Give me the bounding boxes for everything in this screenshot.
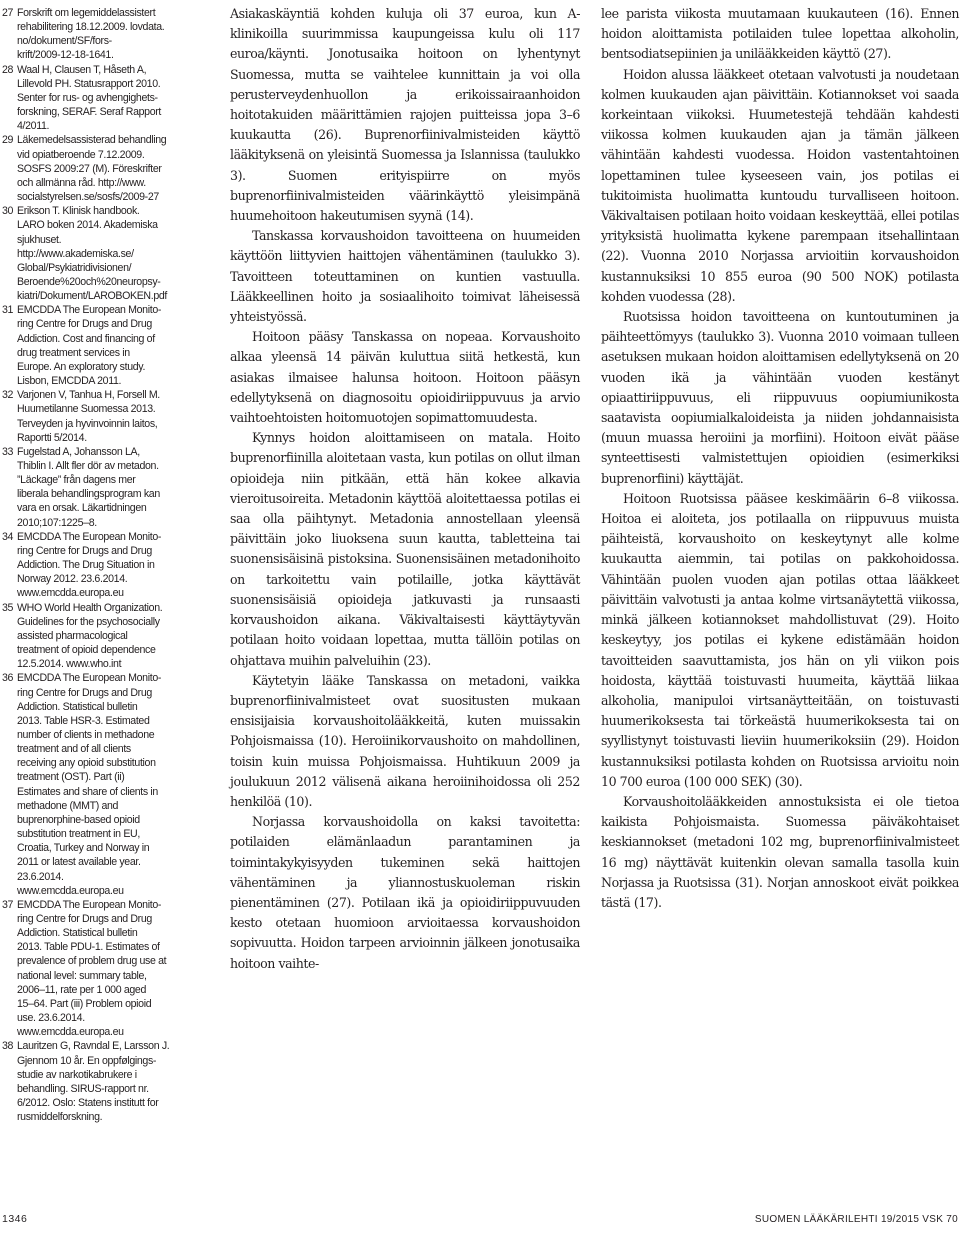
journal-issue: SUOMEN LÄÄKÄRILEHTI 19/2015 VSK 70 — [754, 1214, 958, 1225]
paragraph: Hoidon alussa lääkkeet otetaan valvotusti ja noudetaan kolmen kuukauden ajan päivittäin. Kotiannokset voi saada korkeintaan viikoksi. Huumetestejä tehdään kahdesti viikossa kolmen kuukauden ajan ja tämän jälkeen vähintään kahdesti vuodessa. Hoidon vastentahtoinen lopettaminen tulee kyseeseen vain, jos potilas ei tukitoimista huolimatta kuntoudu turvalliseen hoitoon. Väkivaltaisen potilaan hoito voidaan keskeyttää, ellei potilas yrityksistä huolimatta kykene parempaan itsehallintaan (22). Vuonna 2010 Norjassa arvioitiin korvaushoidon kustannuksiksi 10 855 euroa (90 500 NOK) potilasta kohden vuodessa (28). — [601, 66, 959, 304]
reference-item — [2, 601, 188, 672]
paragraph: Hoitoon Ruotsissa pääsee keskimäärin 6–8 viikossa. Hoitoa ei aloiteta, jos potilaalla on riippuvuus muista päihteistä, korvaushoito on keskeytynyt alle kolme kuukautta aiemmin, tai potilas on pakkohoidossa. Vähintään puolen vuoden ajan potilas ottaa lääkkeet päivittäin valvotusti ja antaa kolme virtsanäytettä viikossa, minkä jälkeen kotiannokset mahdollistuvat (29). Hoito keskeytyy, jos potilas ei kykene edistämään hoidon tavoitteiden saavuttamista, jos hän on yli viikon pois hoidosta, käyttää toistuvasti huumeita, käyttää liikaa alkoholia, manipuloi virtsanäytteitään, on toistuvasti huumerikoksesta tai törkeästä huumerikoksesta tai on syyllistynyt toistuvasti lieviin huumerikoksiin (29). Hoidon kustannuksiksi potilasta kohden on Ruotsissa arvioitu noin 10 700 euroa (100 000 SEK) (30). — [601, 490, 959, 789]
reference-item — [2, 898, 188, 1040]
paragraph: Korvaushoitolääkkeiden annostuksista ei ole tietoa kaikista Pohjoismaista. Suomessa päiväkohtaiset keskiannokset (metadoni 102 mg, buprenorfiinivalmisteet 16 mg) näyttävät kuitenkin olevan samalla tasolla kuin Norjassa ja Ruotsissa (31). Norjan annoskoot eivät poikkea tästä (17). — [601, 793, 959, 910]
body-column-left — [230, 4, 580, 974]
reference-text: Fugelstad A, Johansson LA, Thiblin I. Allt fler dör av metadon. ”Läckage” från dagens mer liberala behandlingsprogram kan vara en orsak. Läkartidningen 2010;107:1225–8. — [17, 445, 160, 529]
paragraph: Asiakaskäyntiä kohden kuluja oli 37 euroa, kun A-klinikoilla suurimmissa kaupungeissa kulu oli 117 euroa/käynti. Jonotusaika hoitoon on lyhentynyt Suomessa, mutta se vaihtelee kunnittain ja voi olla perusterveydenhuollon ja erikoissairaanhoidon hoitotakuiden määrittämien rajojen puitteissa jopa 3–6 kuukautta (26). Buprenorfiinivalmisteiden käyttö lääkityksenä on yleisintä Suomessa ja Islannissa (taulukko 3). Suomen erityispiirre on myös buprenorfiinivalmisteiden väärinkäyttö yleisimpänä huumehoitoon hakeutumisen syynä (14). — [230, 6, 580, 224]
reference-text: Lauritzen G, Ravndal E, Larsson J. Gjennom 10 år. En oppfølgings- studie av narkotikabrukere i behandling. SIRUS-rapport nr. 6/2012. Oslo: Statens institutt for rusmiddelforskning. — [17, 1040, 170, 1124]
reference-item — [2, 204, 188, 303]
reference-item — [2, 133, 188, 204]
reference-text: EMCDDA The European Monito- ring Centre for Drugs and Drug Addiction. Statistical bulletin 2013. Table HSR-3. Estimated number of clients in methadone treatment and of all clients receiving any opioid substitution treatment (OST). Part (ii) Estimates and share of clients in methadone (MMT) and buprenorphine-based opioid substitution treatment in EU, Croatia, Turkey and Norway in 2011 or latest available year. 23.6.2014. www.emcdda.europa.eu — [17, 672, 162, 897]
reference-text: Varjonen V, Tanhua H, Forsell M. Huumetilanne Suomessa 2013. Terveyden ja hyvinvoinnin laitos, Raportti 5/2014. — [17, 389, 160, 444]
reference-number: 37 — [2, 898, 14, 911]
reference-item — [2, 445, 188, 530]
reference-item — [2, 6, 188, 63]
reference-number: 38 — [2, 1040, 14, 1053]
reference-text: EMCDDA The European Monito- ring Centre for Drugs and Drug Addiction. Statistical bulletin 2013. Table PDU-1. Estimates of prevalence of problem drug use at national level: summary table, 2006–11, rate per 1 000 aged 15–64. Part (iii) Problem opioid use. 23.6.2014. www.emcdda.europa.eu — [17, 898, 167, 1039]
reference-text: WHO World Health Organization. Guidelines for the psychosocially assisted pharmacological treatment of opioid dependence 12.5.2014. www.who.int — [17, 601, 163, 671]
reference-number: 33 — [2, 445, 14, 458]
reference-item — [2, 671, 188, 898]
reference-number: 36 — [2, 672, 14, 685]
paragraph: Hoitoon pääsy Tanskassa on nopeaa. Korvaushoito alkaa yleensä 14 päivän kuluttua siitä hetkestä, kun asiakas ilmaisee halunsa hoitoon. Hoitoon pääsyn edellytyksenä on diagnosoitu opioidiriippuvuus ja arvio vaihtoehtoisten hoitomuotojen sopimattomuudesta. — [230, 329, 580, 426]
reference-number: 32 — [2, 389, 14, 402]
page-footer — [0, 1213, 960, 1227]
reference-item — [2, 1039, 188, 1124]
reference-number: 29 — [2, 134, 14, 147]
reference-item — [2, 388, 188, 445]
reference-number: 28 — [2, 63, 14, 76]
reference-item — [2, 303, 188, 388]
reference-number: 34 — [2, 530, 14, 543]
reference-text: Waal H, Clausen T, Håseth A, Lillevold PH. Statusrapport 2010. Senter for rus- og avhengighets- forskning, SERAF. Seraf Rapport 4/2011. — [17, 63, 162, 133]
paragraph: Norjassa korvaushoidolla on kaksi tavoitetta: potilaiden elämänlaadun parantaminen ja toimintakykyisyyden tukeminen sekä haittojen vähentäminen ja yliannostuskuoleman riskin pienentäminen (27). Potilaan ikä ja opioidiriippuvuuden kesto otetaan huomioon arvioitaessa korvaushoidon sopivuutta. Hoidon tarpeen arvioinnin jälkeen jonotusaika hoitoon vaihte- — [230, 814, 580, 971]
reference-item — [2, 530, 188, 601]
reference-number: 31 — [2, 304, 14, 317]
reference-text: EMCDDA The European Monito- ring Centre for Drugs and Drug Addiction. Cost and financing of drug treatment services in Europe. An exploratory study. Lisbon, EMCDDA 2011. — [17, 304, 162, 388]
reference-number: 27 — [2, 7, 14, 19]
reference-item — [2, 63, 188, 134]
reference-text: Läkemedelsassisterad behandling vid opiatberoende 7.12.2009. SOSFS 2009:27 (M). Föreskrifter och allmänna råd. http://www. socialstyrelsen.se/sosfs/2009-27 — [17, 134, 167, 204]
reference-list — [2, 6, 188, 1124]
body-column-right — [601, 4, 959, 913]
paragraph: Käytetyin lääke Tanskassa on metadoni, vaikka buprenorfiinivalmisteet ovat suositusten mukaan ensisijaisia korvaushoitolääkkeitä, kuten muissakin Pohjoismaissa (10). Heroiinikorvaushoito on mahdollinen, toisin kuin muissa Pohjoismaissa. Huhtikuun 2009 ja joulukuun 2012 välisenä aikana heroiinihoidossa oli 252 henkilöä (10). — [230, 672, 580, 809]
paragraph: Tanskassa korvaushoidon tavoitteena on huumeiden käyttöön liittyvien haittojen vähentäminen (taulukko 3). Tavoitteen toteuttaminen on kuntien vastuulla. Lääkkeellinen hoito ja sosiaalihoito toimivat läheisessä yhteistyössä. — [230, 228, 580, 325]
reference-text: Erikson T. Klinisk handbook. LARO boken 2014. Akademiska sjukhuset. http://www.akademiska.se/ Global/Psykiatridivisionen/ Beroende%20och%20neuropsy- kiatri/Dokument/LAROBOKEN.pdf — [17, 205, 167, 303]
paragraph: Kynnys hoidon aloittamiseen on matala. Hoito buprenorfiinilla aloitetaan vasta, kun potilas on ollut ilman opioideja niin pitkään, että hän kokee alkavia vieroitusoireita. Metadonin käyttöä aloitettaessa potilas ei saa olla päihtynyt. Metadonia annostellaan yleensä päivittäin joko liuoksena suun kautta, tabletteina tai suonensisäisinä pistoksina. Suonensisäinen metadonihoito on tarkoitettu vain potilaille, jotka käyttävät suonensisäisiä opioideja jatkuvasti ja runsaasti korvaushoidon aikana. Väkivaltaisesti käyttäytyvän potilaan hoito voidaan lopettaa, mutta tällöin potilas on ohjattava muihin palveluihin (23). — [230, 430, 580, 668]
reference-number: 35 — [2, 601, 14, 614]
reference-text: Forskrift om legemiddelassistert rehabilitering 18.12.2009. lovdata. no/dokument/SF/fors- krift/2009-12-18-1641. — [17, 7, 165, 62]
paragraph: Ruotsissa hoidon tavoitteena on kuntoutuminen ja päihteettömyys (taulukko 3). Vuonna 2010 voimaan tulleen asetuksen mukaan hoidon aloittamisen edellytyksenä on 20 vuoden ikä ja vähintään vuoden kestänyt opiaattiriippuvuus, eli riippuvuus oopiumiunikosta saatavista oopiumialkaloideista ja niiden johdannaisista (muun muassa heroiini ja morfiini). Hoitoon eivät pääse synteettisesti valmistettujen opioidien (esimerkiksi buprenorfiini) käyttäjät. — [601, 309, 959, 486]
page-number: 1346 — [2, 1213, 28, 1225]
paragraph: lee parista viikosta muutamaan kuukauteen (16). Ennen hoidon aloittamista potilaiden tulee lopettaa alkoholin, bentsodiatsepiinien ja unilääkkeiden käyttö (27). — [601, 6, 959, 62]
reference-number: 30 — [2, 205, 14, 218]
reference-text: EMCDDA The European Monito- ring Centre for Drugs and Drug Addiction. The Drug Situation in Norway 2012. 23.6.2014. www.emcdda.europa.eu — [17, 530, 162, 600]
